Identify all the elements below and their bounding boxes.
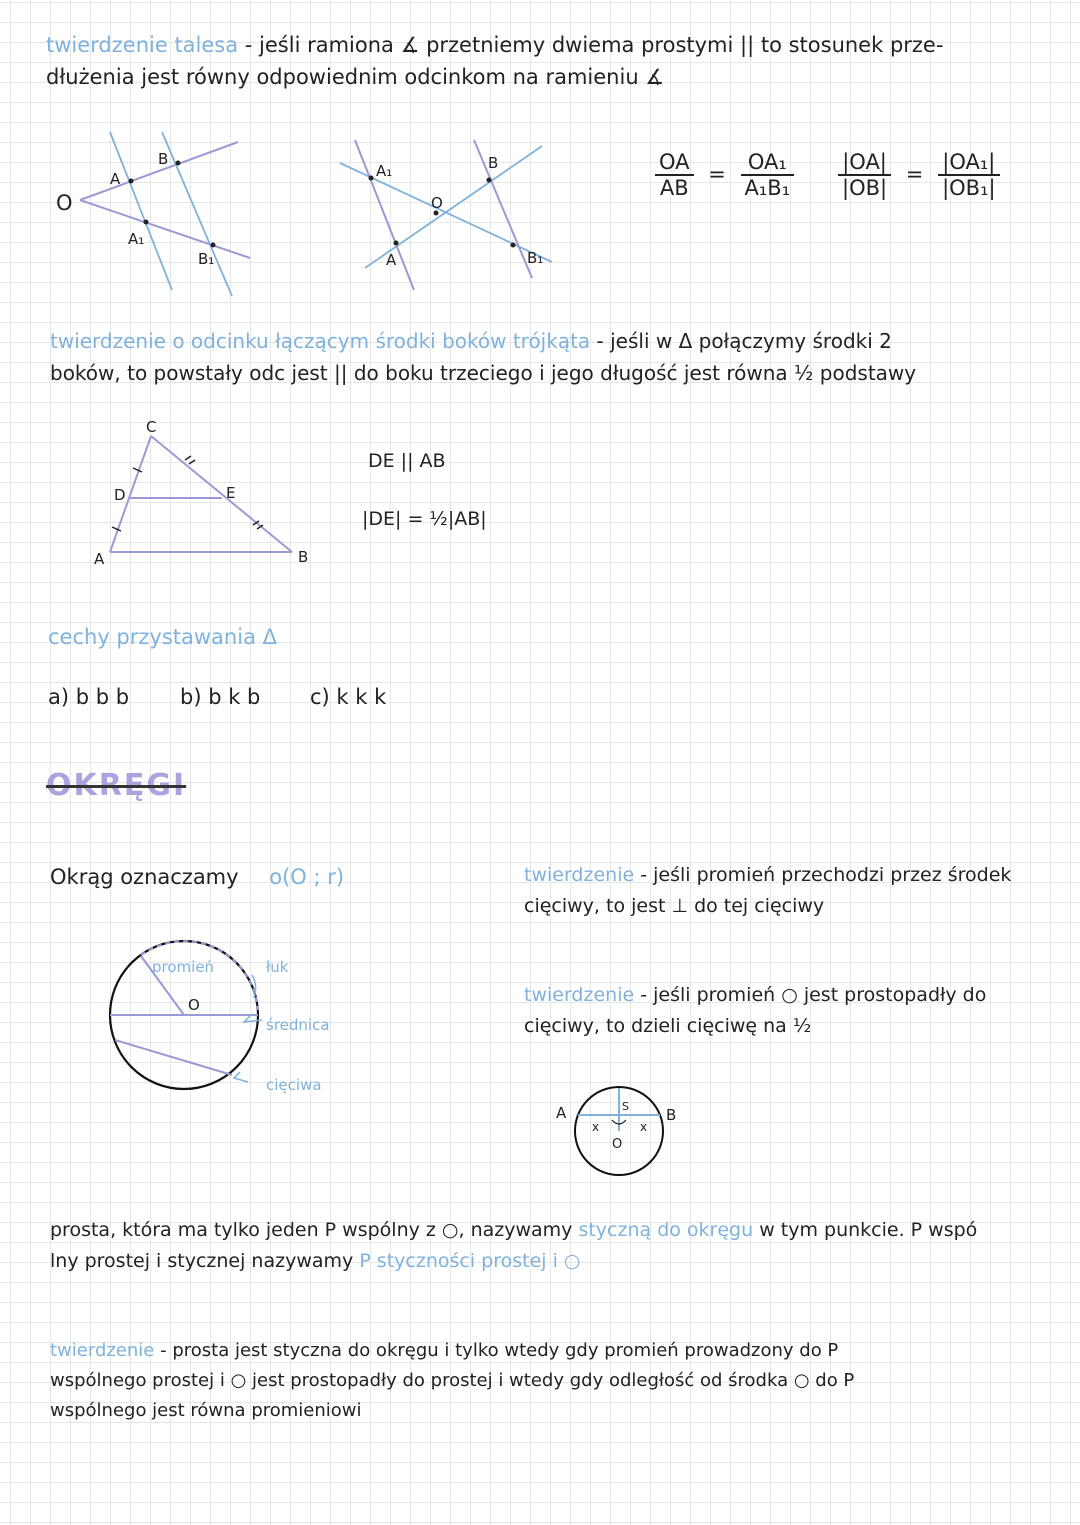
tangent-text-1c: w tym punkcie. P wspó — [753, 1219, 978, 1241]
label-O: O — [56, 191, 73, 215]
midsegment-line-1 — [50, 326, 892, 356]
theorem1-text-1: - jeśli promień przechodzi przez środek — [634, 864, 1012, 886]
tangent-theorem-text-3: wspólnego jest równa promieniowi — [50, 1400, 362, 1421]
label-center: O — [188, 996, 200, 1014]
section-heading: OKRĘGI — [46, 768, 187, 803]
ratio1-num: OA — [655, 150, 694, 176]
congruence-item-a: a) b b b — [48, 685, 130, 709]
tri-label-D: D — [114, 486, 126, 504]
ratio4-den: |OB₁| — [942, 176, 996, 200]
small-label-x2: x — [640, 1120, 648, 1134]
tangency-point-term: P styczności prostej i ○ — [359, 1250, 581, 1272]
theorem1-title: twierdzenie — [524, 864, 635, 886]
tri-label-C: C — [146, 418, 157, 436]
ratio2-num: OA₁ — [741, 150, 795, 176]
thales-figure-2 — [340, 140, 552, 290]
arm-lower — [80, 200, 250, 258]
ratio-1 — [655, 150, 794, 200]
theorem1-line-1 — [524, 860, 1011, 890]
tri-label-E: E — [226, 484, 236, 502]
ratio3-den: |OB| — [842, 176, 888, 200]
point-B1b — [511, 243, 516, 248]
equals-2: = — [905, 162, 924, 186]
thales-text-1: - jeśli ramiona ∡ przetniemy dwiema prostymi || to stosunek prze- — [238, 33, 944, 57]
small-label-A: A — [556, 1104, 567, 1122]
theorem1-text-2: cięciwy, to jest ⊥ do tej cięciwy — [524, 895, 825, 917]
small-label-x1: x — [592, 1120, 600, 1134]
point-A — [129, 179, 134, 184]
congruence-item-c: c) k k k — [310, 685, 387, 709]
tangent-text-2a: lny prostej i stycznej nazywamy — [50, 1250, 360, 1272]
formula-length: |DE| = ½|AB| — [362, 508, 487, 530]
midsegment-title: twierdzenie o odcinku łączącym środki boków trójkąta — [50, 329, 591, 353]
label-A1: A₁ — [128, 230, 145, 248]
midsegment-text-1: - jeśli w Δ połączymy środki 2 — [590, 329, 892, 353]
label-radius: promień — [152, 958, 215, 976]
thales-title: twierdzenie talesa — [46, 33, 239, 57]
parallel-4 — [474, 140, 532, 278]
circle-notation-label: Okrąg oznaczamy — [50, 865, 239, 889]
tangent-term: styczną do okręgu — [578, 1219, 754, 1241]
tangent-line-1 — [50, 1215, 977, 1245]
circle-notation: o(O ; r) — [269, 865, 345, 889]
label2-A1: A₁ — [376, 162, 393, 180]
ratio4-num: |OA₁| — [938, 150, 1000, 176]
tangent-theorem-text-1: - prosta jest styczna do okręgu i tylko wtedy gdy promień prowadzony do P — [154, 1340, 839, 1361]
tangent-theorem-line-1 — [50, 1336, 838, 1366]
label2-A: A — [386, 251, 397, 269]
tangent-theorem-title: twierdzenie — [50, 1340, 155, 1361]
tangent-text-1a: prosta, która ma tylko jeden P wspólny z ○, nazywamy — [50, 1219, 579, 1241]
theorem2-text-1: - jeśli promień ○ jest prostopadły do — [634, 984, 987, 1006]
ratio-2 — [838, 150, 1000, 200]
midsegment-text-2: boków, to powstały odc jest || do boku trzeciego i jego długość jest równa ½ podstawy — [50, 361, 917, 385]
point-Bb — [487, 178, 492, 183]
thales-text-2: dłużenia jest równy odpowiednim odcinkom na ramieniu ∡ — [46, 65, 665, 89]
tangent-theorem-text-2: wspólnego prostej i ○ jest prostopadły do prostej i wtedy gdy odległość od środka ○ do P — [50, 1370, 855, 1391]
label2-B1: B₁ — [527, 249, 544, 267]
chord — [115, 1040, 232, 1075]
small-label-B: B — [666, 1106, 677, 1124]
side-BC — [151, 436, 292, 552]
small-label-O: O — [612, 1137, 623, 1152]
label-chord: cięciwa — [266, 1076, 322, 1094]
theorem2-line-1 — [524, 980, 986, 1010]
label-A: A — [110, 170, 121, 188]
label-diameter: średnica — [266, 1016, 330, 1034]
theorem2-title: twierdzenie — [524, 984, 635, 1006]
tri-label-B: B — [298, 548, 309, 566]
ratio2-den: A₁B₁ — [744, 176, 791, 200]
tri-label-A: A — [94, 550, 105, 568]
circle-notation-line — [50, 862, 344, 892]
small-label-S: S — [622, 1100, 629, 1113]
label-B1: B₁ — [198, 250, 215, 268]
point-B — [176, 161, 181, 166]
triangle-figure — [110, 436, 292, 552]
ratio1-den: AB — [659, 176, 689, 200]
formula-parallel: DE || AB — [368, 450, 446, 472]
ratio3-num: |OA| — [838, 150, 891, 176]
label-arc: łuk — [266, 958, 289, 976]
congruence-title: cechy przystawania Δ — [48, 625, 277, 649]
point-A1b — [369, 176, 374, 181]
congruence-item-b: b) b k b — [180, 685, 261, 709]
label2-B: B — [488, 154, 499, 172]
equals-1: = — [708, 162, 726, 186]
label2-O: O — [431, 194, 443, 212]
label-B: B — [158, 150, 169, 168]
tangent-line-2 — [50, 1246, 580, 1276]
theorem2-text-2: cięciwy, to dzieli cięciwę na ½ — [524, 1015, 812, 1037]
